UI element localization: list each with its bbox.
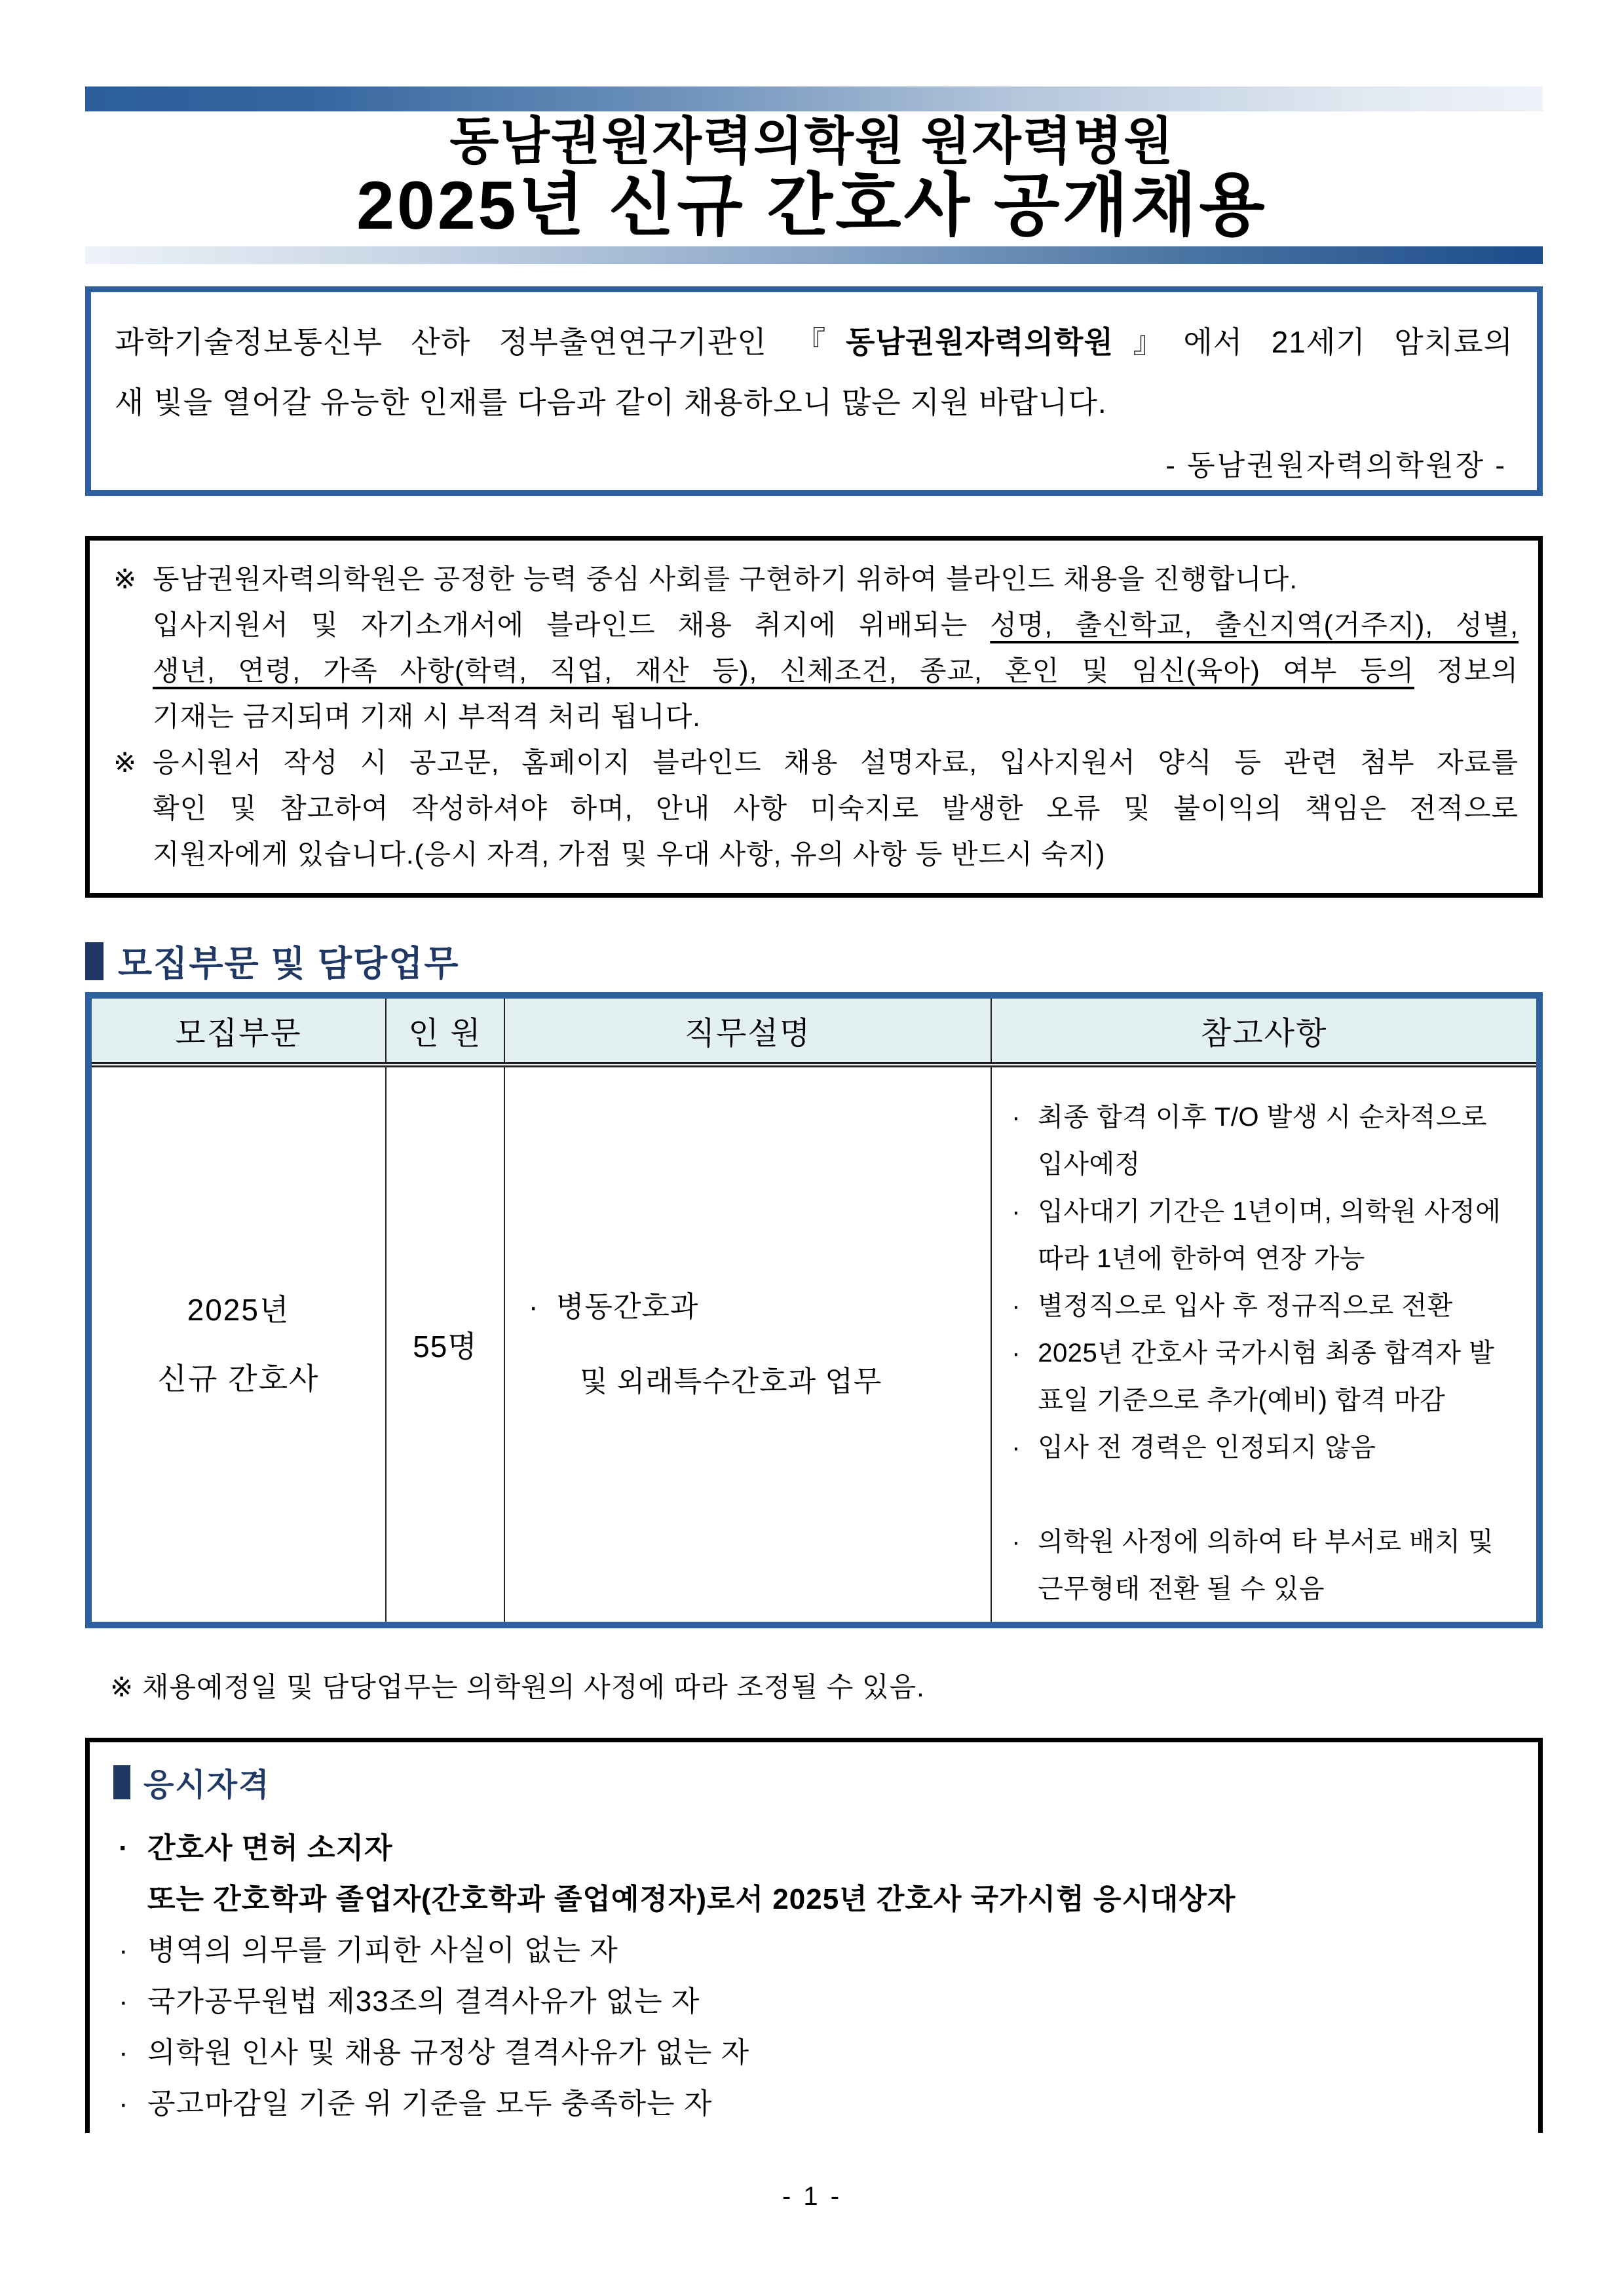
intro-line-2: 새 빛을 열어갈 유능한 인재를 다음과 같이 채용하오니 많은 지원 바랍니다. — [115, 385, 1107, 419]
eligibility-item — [113, 2027, 1515, 2078]
main-title: 2025년 신규 간호사 공개채용 — [356, 168, 1268, 244]
notice-line-4: 기재는 금지되며 기재 시 부적격 처리 됩니다. — [153, 701, 701, 732]
reference-note — [1009, 1424, 1519, 1471]
bullet-dot: · — [1011, 1292, 1021, 1320]
eligibility-item — [113, 1925, 1515, 1976]
col-header-reference: 참고사항 — [991, 995, 1539, 1065]
notice-line-3-underlined: 생년, 연령, 가족 사항(학력, 직업, 재산 등), 신체조건, 종교, 혼인 및 임신(육아) 여부 등의 — [153, 655, 1414, 686]
notice-line-6: 확인 및 참고하여 작성하셔야 하며, 안내 사항 미숙지로 발생한 오류 및 불이익의 책임은 전적으로 — [153, 793, 1519, 824]
intro-signature: - 동남권원자력의학원장 - — [1165, 450, 1507, 482]
bullet-dot: · — [1011, 1339, 1021, 1368]
reference-note — [1009, 1094, 1519, 1188]
notice-line-5 — [109, 740, 1519, 786]
reference-note-text: 입사대기 기간은 1년이며, 의학원 사정에 따라 1년에 한하여 연장 가능 — [1038, 1197, 1501, 1273]
reference-mark: ※ — [113, 564, 138, 594]
notice-line-1 — [109, 556, 1519, 602]
reference-note-text: 의학원 사정에 의하여 타 부서로 배치 및 근무형태 전환 될 수 있음 — [1038, 1527, 1494, 1603]
intro-line-1-pre: 과학기술정보통신부 산하 정부출연연구기관인 『 — [115, 325, 846, 359]
intro-line-1-institute: 동남권원자력의학원 — [845, 325, 1114, 359]
recruit-table-header-row — [88, 995, 1539, 1065]
section-title-eligibility-label: 응시자격 — [143, 1768, 271, 1803]
cell-reference — [991, 1065, 1539, 1625]
reference-note-text: 별정직으로 입사 후 정규직으로 전환 — [1038, 1292, 1453, 1320]
notice-line-2 — [109, 602, 1519, 648]
col-header-duty: 직무설명 — [504, 995, 991, 1065]
intro-line-1-post: 』에서 21세기 암치료의 — [1113, 325, 1513, 359]
reference-note — [1009, 1518, 1519, 1613]
bullet-dot: · — [1011, 1103, 1021, 1132]
reference-mark: ※ — [113, 747, 138, 778]
intro-box — [85, 286, 1543, 496]
bullet-dot: · — [119, 1934, 129, 1966]
header-gradient-bar-top — [85, 86, 1543, 111]
bullet-dot: · — [1011, 1527, 1021, 1556]
eligibility-item-text: 병역의 의무를 기피한 사실이 없는 자 — [147, 1934, 618, 1966]
intro-line-1 — [115, 312, 1513, 372]
reference-note — [1009, 1330, 1519, 1424]
bullet-dot: · — [528, 1291, 539, 1323]
notice-line-2-underlined: 성명, 출신학교, 출신지역(거주지), 성별, — [990, 609, 1519, 640]
duty-line-1 — [529, 1281, 990, 1333]
cell-headcount: 55명 — [386, 1065, 504, 1625]
eligibility-item-text: 국가공무원법 제33조의 결격사유가 없는 자 — [147, 1985, 700, 2018]
recruit-table-row — [88, 1065, 1539, 1625]
notice-line-1-text: 동남권원자력의학원은 공정한 능력 중심 사회를 구현하기 위하여 블라인드 채용을 진행합니다. — [153, 564, 1298, 594]
table-footnote: ※ 채용예정일 및 담당업무는 의학원의 사정에 따라 조정될 수 있음. — [110, 1672, 925, 1702]
cell-category — [88, 1065, 386, 1625]
bullet-dot: · — [119, 1832, 129, 1864]
eligibility-item-text: 의학원 인사 및 채용 규정상 결격사유가 없는 자 — [147, 2037, 750, 2069]
reference-note — [1009, 1282, 1519, 1330]
recruit-table — [85, 992, 1543, 1628]
category-line-2: 신규 간호사 — [157, 1362, 320, 1396]
reference-note-text: 입사 전 경력은 인정되지 않음 — [1038, 1433, 1376, 1462]
blind-notice-box — [85, 536, 1543, 898]
notice-line-7: 지원자에게 있습니다.(응시 자격, 가점 및 우대 사항, 유의 사항 등 반드시 숙지) — [153, 839, 1106, 870]
section-square-icon — [85, 942, 104, 980]
col-header-category: 모집부문 — [88, 995, 386, 1065]
reference-note-text: 최종 합격 이후 T/O 발생 시 순차적으로 입사예정 — [1038, 1103, 1488, 1179]
section-title-recruit-label: 모집부문 및 담당업무 — [118, 944, 460, 984]
section-square-icon — [113, 1765, 130, 1799]
eligibility-box — [85, 1738, 1543, 2133]
org-title: 동남권원자력의학원 원자력병원 — [449, 112, 1175, 170]
eligibility-item — [113, 2078, 1515, 2130]
notice-line-5-text: 응시원서 작성 시 공고문, 홈페이지 블라인드 채용 설명자료, 입사지원서 양식 등 관련 첨부 자료를 — [153, 747, 1519, 778]
eligibility-item — [113, 1823, 1515, 1874]
bullet-dot: · — [1011, 1197, 1021, 1226]
duty-line-1-text: 병동간호과 — [556, 1291, 699, 1323]
notice-line-2-text: 입사지원서 및 자기소개서에 블라인드 채용 취지에 위배되는 — [153, 609, 991, 640]
cell-duty — [504, 1065, 991, 1625]
notice-line-3 — [109, 648, 1519, 694]
header-gradient-bar-bottom — [85, 246, 1543, 264]
duty-line-2: 및 외래특수간호과 업무 — [579, 1366, 882, 1398]
bullet-dot: · — [1011, 1433, 1021, 1462]
bullet-dot: · — [119, 1985, 129, 2018]
col-header-headcount: 인 원 — [386, 995, 504, 1065]
page-number: - 1 - — [782, 2182, 842, 2211]
eligibility-item — [113, 1976, 1515, 2027]
eligibility-list — [113, 1823, 1515, 2130]
bullet-dot: · — [119, 2037, 129, 2069]
eligibility-item-text: 또는 간호학과 졸업자(간호학과 졸업예정자)로서 2025년 간호사 국가시험 응시대상자 — [147, 1883, 1236, 1915]
reference-note-text: 2025년 간호사 국가시험 최종 합격자 발표일 기준으로 추가(예비) 합격 마감 — [1038, 1339, 1495, 1415]
category-line-1: 2025년 — [187, 1293, 290, 1327]
section-title-recruit — [85, 936, 459, 986]
eligibility-item-text: 간호사 면허 소지자 — [147, 1832, 393, 1864]
section-title-eligibility — [113, 1759, 1515, 1805]
bullet-dot: · — [119, 2088, 129, 2120]
notice-line-3-text: 정보의 — [1414, 655, 1519, 686]
reference-note — [1009, 1188, 1519, 1282]
eligibility-item-text: 공고마감일 기준 위 기준을 모두 충족하는 자 — [147, 2088, 713, 2120]
eligibility-item — [113, 1874, 1515, 1925]
